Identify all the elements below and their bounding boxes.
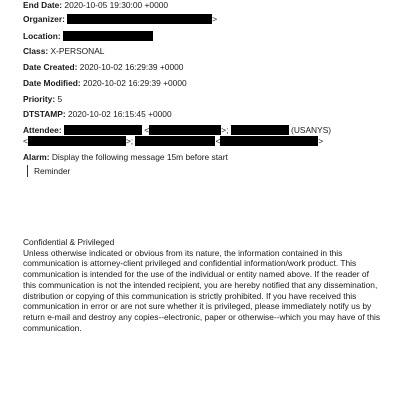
class-row bbox=[23, 46, 104, 57]
end-date-label: End Date: bbox=[23, 0, 63, 10]
notice-title: Confidential & Privileged bbox=[23, 237, 115, 247]
date-modified-value: 2020-10-02 16:29:39 +0000 bbox=[83, 78, 187, 88]
date-modified-row bbox=[23, 78, 187, 89]
date-modified-label: Date Modified: bbox=[23, 78, 81, 88]
notice-body: Unless otherwise indicated or obvious from its nature, the information contained in this communication is attorney-client privileged and confidential information/work product. This communication is intended for the use of the individual or entity named above. If the reader of this communication is not the intended recipient, you are hereby notified that any dissemination, distribution or copying of this communication is strictly prohibited. If you have received this communication in error or are not sure whether it is privileged, please immediately notify us by return e-mail and destroy any copies--electronic, paper or otherwise--which you may have of this communication. bbox=[23, 247, 381, 333]
alarm-label: Alarm: bbox=[23, 152, 50, 162]
class-value: X-PERSONAL bbox=[50, 46, 105, 56]
priority-label: Priority: bbox=[23, 94, 56, 104]
alarm-value: Display the following message 15m before start bbox=[51, 152, 228, 162]
location-label: Location: bbox=[23, 31, 61, 41]
dtstamp-value: 2020-10-02 16:15:45 +0000 bbox=[67, 109, 172, 119]
attendee-sep-2: >; bbox=[221, 125, 231, 135]
organizer-redaction bbox=[67, 14, 212, 24]
attendee-sep-1: < bbox=[141, 125, 150, 135]
attendee-row bbox=[23, 125, 331, 136]
attendee-email-redaction-2 bbox=[28, 136, 126, 146]
dtstamp-label: DTSTAMP: bbox=[23, 109, 66, 119]
attendee-email-redaction-1 bbox=[149, 125, 221, 135]
dtstamp-row bbox=[23, 109, 172, 120]
priority-value: 5 bbox=[57, 94, 63, 104]
priority-row bbox=[23, 94, 62, 105]
attendee-row-2 bbox=[23, 136, 323, 147]
alarm-row bbox=[23, 152, 228, 163]
attendee-sep-5: < bbox=[215, 136, 221, 146]
attendee-name-redaction-3 bbox=[135, 136, 215, 146]
organizer-label: Organizer: bbox=[23, 14, 65, 24]
end-date-row bbox=[23, 0, 168, 11]
date-created-value: 2020-10-02 16:29:39 +0000 bbox=[79, 62, 184, 72]
attendee-label: Attendee: bbox=[23, 125, 62, 135]
attendee-sep-4: >; bbox=[125, 136, 136, 146]
attendee-sep-6: > bbox=[318, 136, 324, 146]
location-row bbox=[23, 31, 153, 42]
date-created-row bbox=[23, 62, 183, 73]
end-date-value: 2020-10-05 19:30:00 +0000 bbox=[64, 0, 169, 10]
confidentiality-notice bbox=[23, 237, 383, 333]
organizer-row bbox=[23, 14, 217, 25]
organizer-suffix: > bbox=[212, 14, 218, 24]
class-label: Class: bbox=[23, 46, 49, 56]
location-redaction bbox=[63, 31, 153, 41]
attendee-email-redaction-3 bbox=[220, 136, 318, 146]
attendee-sep-3: (USANYS) bbox=[288, 125, 332, 135]
attendee-line2-open: < bbox=[23, 136, 28, 146]
reminder-quote bbox=[27, 165, 70, 177]
reminder-text: Reminder bbox=[34, 166, 71, 176]
attendee-name-redaction-2 bbox=[231, 125, 289, 135]
attendee-name-redaction-1 bbox=[64, 125, 142, 135]
date-created-label: Date Created: bbox=[23, 62, 78, 72]
